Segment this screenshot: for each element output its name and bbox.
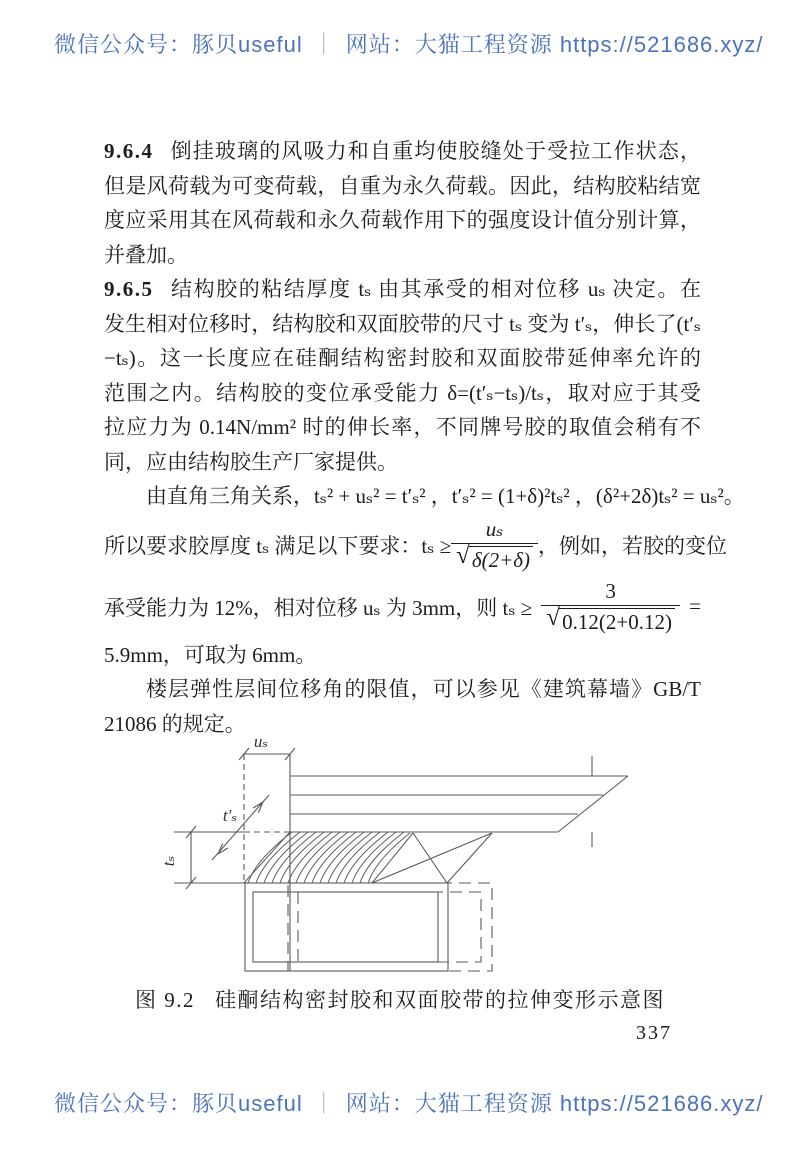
fraction [541,579,680,633]
figure-caption-text: 硅酮结构密封胶和双面胶带的拉伸变形示意图 [215,988,665,1012]
text-line: 并叠加。 [104,242,188,267]
fraction-numerator: uₛ [485,517,504,542]
figure-drawing [160,733,680,983]
page-content [104,134,745,741]
watermark-top [54,28,764,59]
text-line: −tₛ)。这一长度应在硅酮结构密封胶和双面胶带延伸率允许的 [104,346,701,370]
dimension-ts-prime [212,795,269,860]
text-run: 结构胶的粘结厚度 tₛ 由其承受的相对位移 uₛ 决定。在 [169,277,701,301]
watermark-site: 网站：大猫工程资源 https://521686.xyz/ [345,1091,764,1116]
fraction-denominator [451,543,538,572]
sqrt-sign: √ [546,603,561,631]
text-line: 楼层弹性层间位移角的限值，可以参见《建筑幕墙》GB/T [146,677,701,701]
formula-text: = [689,594,701,618]
dimension-us [239,748,295,882]
sqrt-radicand: δ(2+δ) [469,546,533,572]
label-ts: tₛ [160,855,178,867]
figure-caption [0,984,800,1014]
formula-line [104,576,701,638]
watermark-divider: ｜ [312,1091,336,1116]
break-line [558,776,628,832]
sqrt-radicand: 0.12(2+0.12) [559,608,675,634]
text-line: 拉应力为 0.14N/mm² 时的伸长率，不同牌号胶的取值会稍有不 [104,415,701,439]
text-run: 倒挂玻璃的风吸力和自重均使胶缝处于受拉工作状态， [169,139,701,163]
text-line: 21086 的规定。 [104,711,246,736]
text-line [104,272,701,307]
watermark-divider: ｜ [312,32,336,57]
dimension-ts [174,826,245,889]
text-line: 同，应由结构胶生产厂家提供。 [104,449,398,474]
text-line: 发生相对位移时，结构胶和双面胶带的尺寸 tₛ 变为 t′ₛ，伸长了(t′ₛ [104,311,701,336]
formula-text: 承受能力为 12%，相对位移 uₛ 为 3mm，则 tₛ ≥ [104,595,533,620]
text-line: 5.9mm，可取为 6mm。 [104,642,317,667]
label-ts-prime: t′ₛ [222,806,238,825]
formula-line [104,514,728,576]
sqrt-sign: √ [456,541,470,569]
frame-dashed [288,883,492,971]
figure-9-2 [160,733,680,988]
section-number: 9.6.5 [104,277,154,301]
fraction-denominator [541,605,680,634]
text-line: 范围之内。结构胶的变位承受能力 δ=(t′ₛ−tₛ)/tₛ，取对应于其受 [104,380,701,405]
watermark-wechat: 微信公众号：豚贝useful [54,32,303,57]
fraction-numerator: 3 [605,579,616,604]
fraction [451,517,538,571]
tape-deformation [372,833,492,883]
sealant-hatch [244,832,413,883]
text-line [104,134,701,169]
text-line: 度应采用其在风荷载和永久荷载作用下的强度设计值分别计算， [104,208,701,232]
watermark-site: 网站：大猫工程资源 https://521686.xyz/ [345,32,764,57]
page-number: 337 [636,1022,672,1044]
glass-panel [244,754,628,971]
equation-line: 由直角三角关系，tₛ² + uₛ² = t′ₛ² ，t′ₛ² = (1+δ)²tₛ² ，(δ²+2δ)tₛ² = uₛ²。 [146,484,745,508]
watermark-wechat: 微信公众号：豚贝useful [54,1091,303,1116]
watermark-bottom [54,1087,764,1118]
section-number: 9.6.4 [104,139,154,163]
figure-caption-label: 图 9.2 [135,988,195,1012]
frame-solid [245,883,448,971]
label-us: uₛ [253,733,269,751]
formula-text: ，例如，若胶的变位 [538,533,728,558]
formula-text: 所以要求胶厚度 tₛ 满足以下要求：tₛ ≥ [104,533,452,558]
text-line: 但是风荷载为可变荷载，自重为永久荷载。因此，结构胶粘结宽 [104,173,701,198]
